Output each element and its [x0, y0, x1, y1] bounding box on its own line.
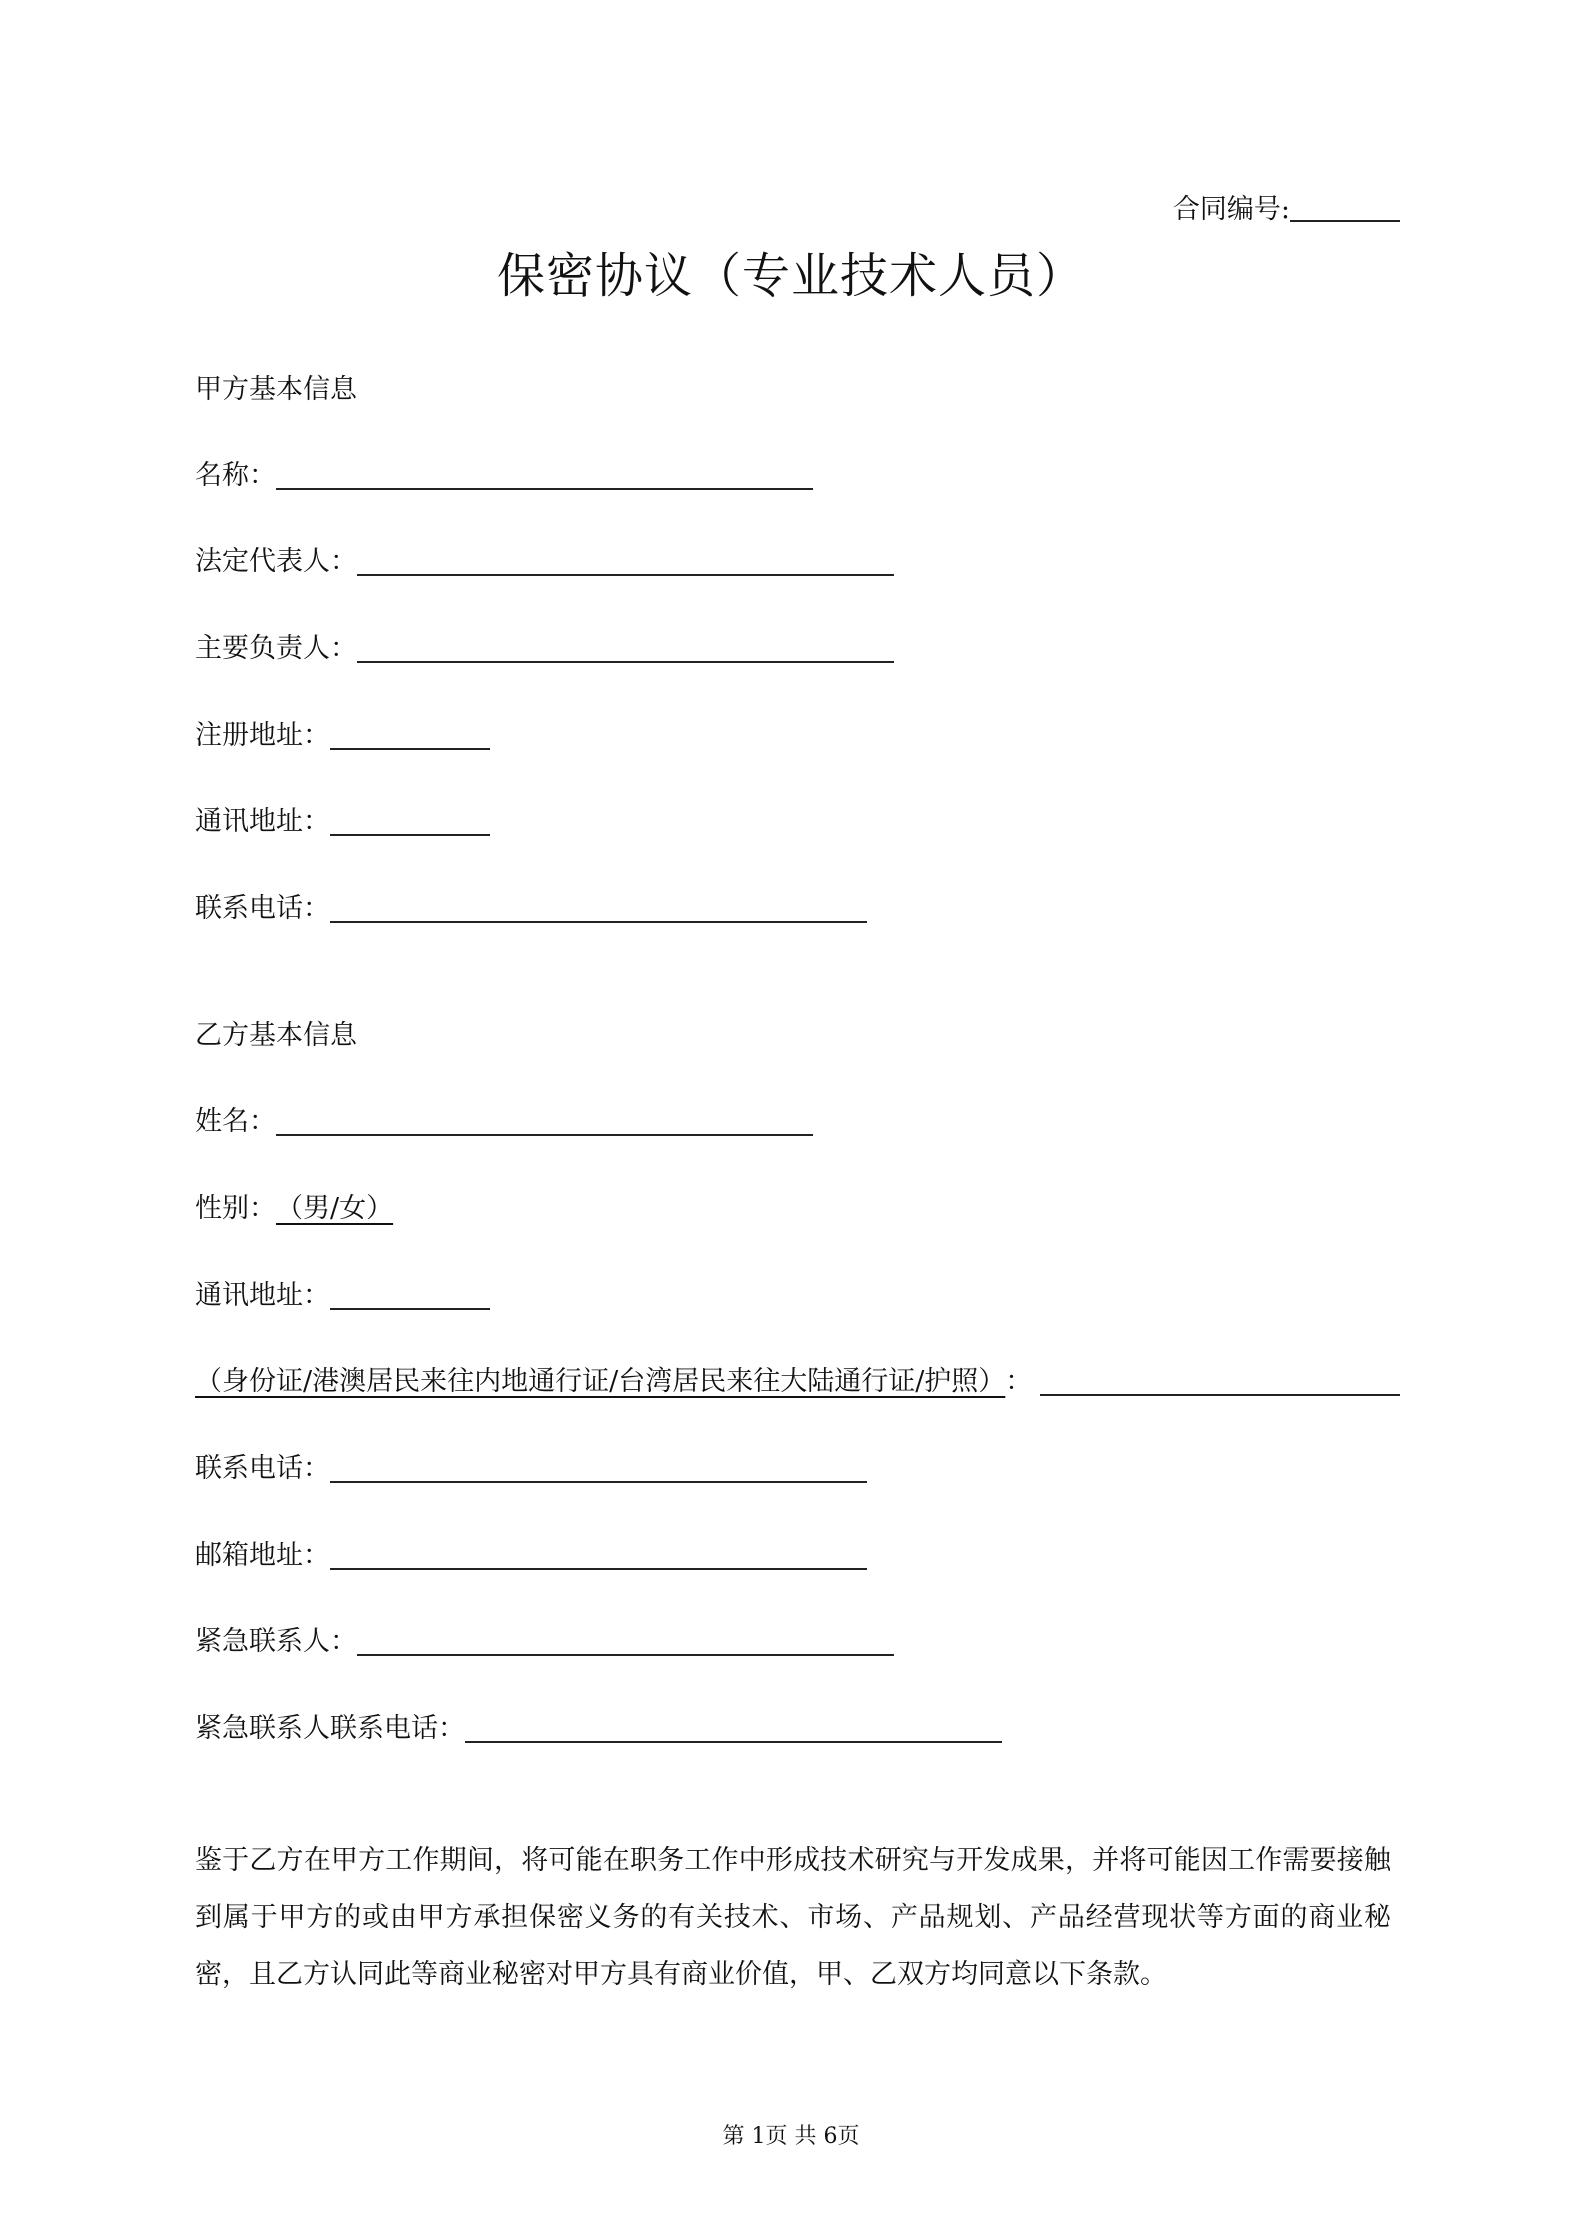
party-a-name-blank[interactable] — [276, 458, 813, 490]
party-b-emergency-contact-row — [195, 1622, 894, 1662]
party-b-name-row — [195, 1102, 813, 1142]
party-b-gender-value[interactable]: （男/女） — [276, 1193, 394, 1224]
party-b-gender-row — [195, 1189, 393, 1229]
party-b-name-label: 姓名： — [195, 1106, 276, 1137]
party-b-phone-blank[interactable] — [330, 1451, 867, 1483]
party-b-email-label: 邮箱地址： — [195, 1540, 330, 1571]
preamble-paragraph: 鉴于乙方在甲方工作期间，将可能在职务工作中形成技术研究与开发成果，并将可能因工作需要接触到属于甲方的或由甲方承担保密义务的有关技术、市场、产品规划、产品经营现状等方面的商业秘密，且乙方认同此等商业秘密对甲方具有商业价值，甲、乙双方均同意以下条款。 — [195, 1845, 1391, 1990]
document-title: 保密协议（专业技术人员） — [496, 248, 1085, 304]
party-b-name-blank[interactable] — [276, 1104, 813, 1136]
party-b-emergency-phone-blank[interactable] — [465, 1711, 1002, 1743]
party-a-legal-rep-row — [195, 542, 894, 582]
party-a-phone-row — [195, 889, 867, 929]
party-a-principal-label: 主要负责人： — [195, 633, 357, 664]
page-number: 第 1页 共 6页 — [722, 2124, 860, 2149]
party-b-mail-address-blank[interactable] — [330, 1278, 490, 1310]
party-a-mail-address-blank[interactable] — [330, 804, 490, 836]
party-a-reg-address-blank[interactable] — [330, 718, 490, 750]
party-b-phone-row — [195, 1449, 867, 1489]
party-b-emergency-contact-label: 紧急联系人： — [195, 1626, 357, 1657]
contract-number-blank[interactable] — [1290, 194, 1400, 222]
party-a-name-label: 名称： — [195, 460, 276, 491]
party-a-principal-row — [195, 629, 894, 669]
party-b-mail-address-label: 通讯地址： — [195, 1280, 330, 1311]
party-b-gender-label: 性别： — [195, 1193, 276, 1224]
party-a-heading: 甲方基本信息 — [195, 374, 357, 405]
party-a-principal-blank[interactable] — [357, 631, 894, 663]
party-b-id-blank[interactable] — [1040, 1364, 1400, 1396]
party-b-email-blank[interactable] — [330, 1538, 867, 1570]
party-a-mail-address-row — [195, 802, 490, 842]
party-a-reg-address-row — [195, 716, 490, 756]
party-b-emergency-phone-label: 紧急联系人联系电话： — [195, 1713, 465, 1744]
contract-number-label: 合同编号: — [1172, 194, 1290, 225]
party-a-legal-rep-label: 法定代表人： — [195, 546, 357, 577]
party-a-legal-rep-blank[interactable] — [357, 544, 894, 576]
party-a-mail-address-label: 通讯地址： — [195, 806, 330, 837]
party-b-heading: 乙方基本信息 — [195, 1020, 357, 1051]
party-a-phone-blank[interactable] — [330, 891, 867, 923]
party-a-reg-address-label: 注册地址： — [195, 720, 330, 751]
party-b-email-row — [195, 1536, 867, 1576]
party-b-id-colon: ： — [1005, 1366, 1033, 1397]
party-b-id-row — [195, 1362, 1400, 1402]
party-a-phone-label: 联系电话： — [195, 893, 330, 924]
party-b-emergency-phone-row — [195, 1709, 1002, 1749]
party-b-emergency-contact-blank[interactable] — [357, 1624, 894, 1656]
party-b-id-type[interactable]: （身份证/港澳居民来往内地通行证/台湾居民来往大陆通行证/护照） — [195, 1366, 1006, 1397]
contract-number — [1173, 190, 1400, 230]
party-a-name-row — [195, 456, 813, 496]
party-b-phone-label: 联系电话： — [195, 1453, 330, 1484]
party-b-mail-address-row — [195, 1276, 490, 1316]
